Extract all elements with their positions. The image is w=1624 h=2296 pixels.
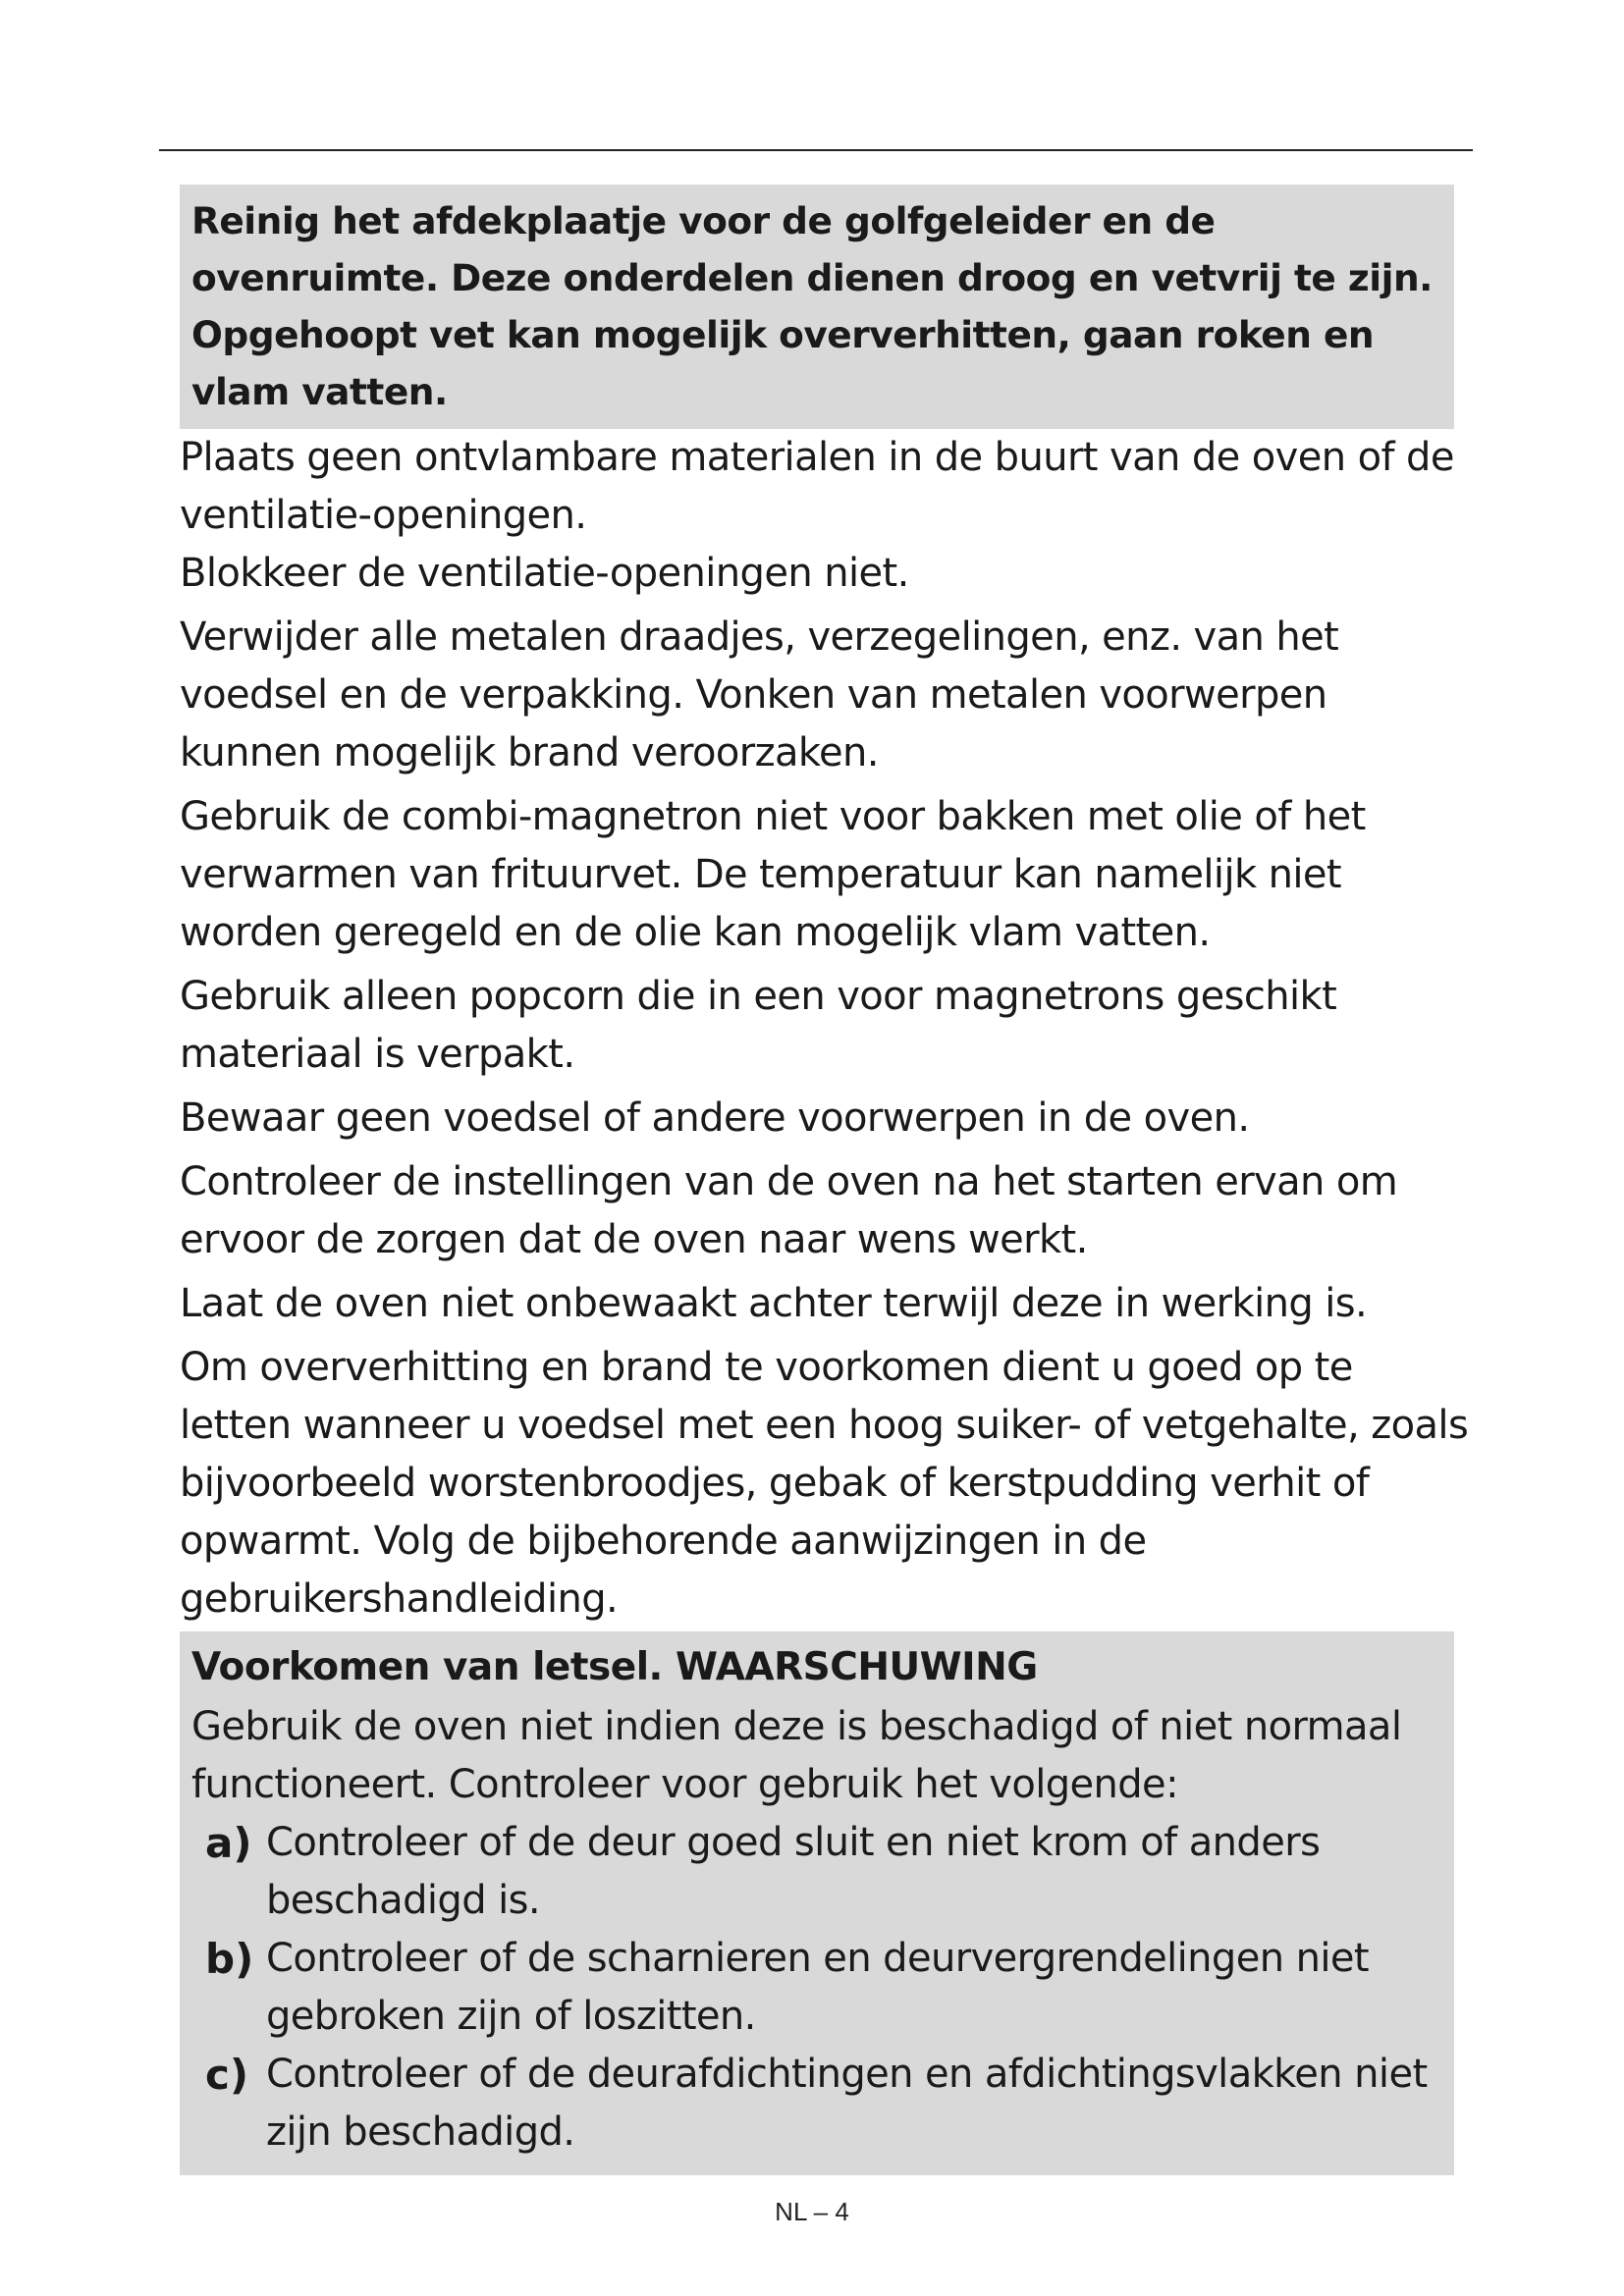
injury-warning-intro: Gebruik de oven niet indien deze is beschadigd of niet normaal functioneert. Controleer voor gebruik het volgende: [191, 1704, 1402, 1807]
fire-warning-box [180, 185, 1454, 429]
paragraph-popcorn: Gebruik alleen popcorn die in een voor magnetrons geschikt materiaal is verpakt. [180, 974, 1337, 1077]
paragraph-overheating: Om oververhitting en brand te voorkomen dient u goed op te letten wanneer u voedsel met een hoog suiker- of vetgehalte, zoals bijvoorbeeld worstenbroodjes, gebak of kerstpudding verhit of opwarmt. Volg de bijbehorende aanwijzingen in de gebruikershandleiding. [180, 1345, 1469, 1622]
paragraph-unattended: Laat de oven niet onbewaakt achter terwijl deze in werking is. [180, 1281, 1368, 1326]
list-item [191, 1930, 1442, 2046]
paragraph-oil-frying: Gebruik de combi-magnetron niet voor bakken met olie of het verwarmen van frituurvet. De temperatuur kan namelijk niet worden geregeld en de olie kan mogelijk vlam vatten. [180, 794, 1366, 955]
list-item-text: Controleer of de deur goed sluit en niet krom of anders beschadigd is. [266, 1820, 1321, 1923]
list-marker: b) [205, 1935, 254, 1983]
list-item [191, 1814, 1442, 1930]
paragraph-check-settings: Controleer de instellingen van de oven na het starten ervan om ervoor de zorgen dat de oven naar wens werkt. [180, 1159, 1398, 1262]
injury-warning-box [180, 1631, 1454, 2175]
top-divider [159, 149, 1473, 151]
page-number: NL – 4 [775, 2197, 849, 2226]
paragraph-storage: Bewaar geen voedsel of andere voorwerpen in de oven. [180, 1095, 1250, 1141]
list-marker: a) [205, 1819, 252, 1867]
paragraph-flammable-materials: Plaats geen ontvlambare materialen in de buurt van de oven of de ventilatie-openingen. [180, 435, 1454, 538]
injury-warning-heading: Voorkomen van letsel. WAARSCHUWING [191, 1645, 1038, 1689]
paragraph-metal-wires: Verwijder alle metalen draadjes, verzegelingen, enz. van het voedsel en de verpakking. Vonken van metalen voorwerpen kunnen mogelijk brand veroorzaken. [180, 614, 1339, 775]
list-item-text: Controleer of de deurafdichtingen en afdichtingsvlakken niet zijn beschadigd. [266, 2052, 1428, 2155]
list-marker: c) [205, 2051, 249, 2099]
safety-instructions [180, 429, 1476, 1629]
list-item-text: Controleer of de scharnieren en deurvergrendelingen niet gebroken zijn of loszitten. [266, 1936, 1369, 2039]
list-item [191, 2046, 1442, 2162]
check-list [191, 1814, 1442, 2162]
fire-warning-text: Reinig het afdekplaatje voor de golfgeleider en de ovenruimte. Deze onderdelen dienen droog en vetvrij te zijn. Opgehoopt vet kan mogelijk oververhitten, gaan roken en vlam vatten. [191, 199, 1433, 413]
paragraph-ventilation: Blokkeer de ventilatie-openingen niet. [180, 551, 909, 596]
